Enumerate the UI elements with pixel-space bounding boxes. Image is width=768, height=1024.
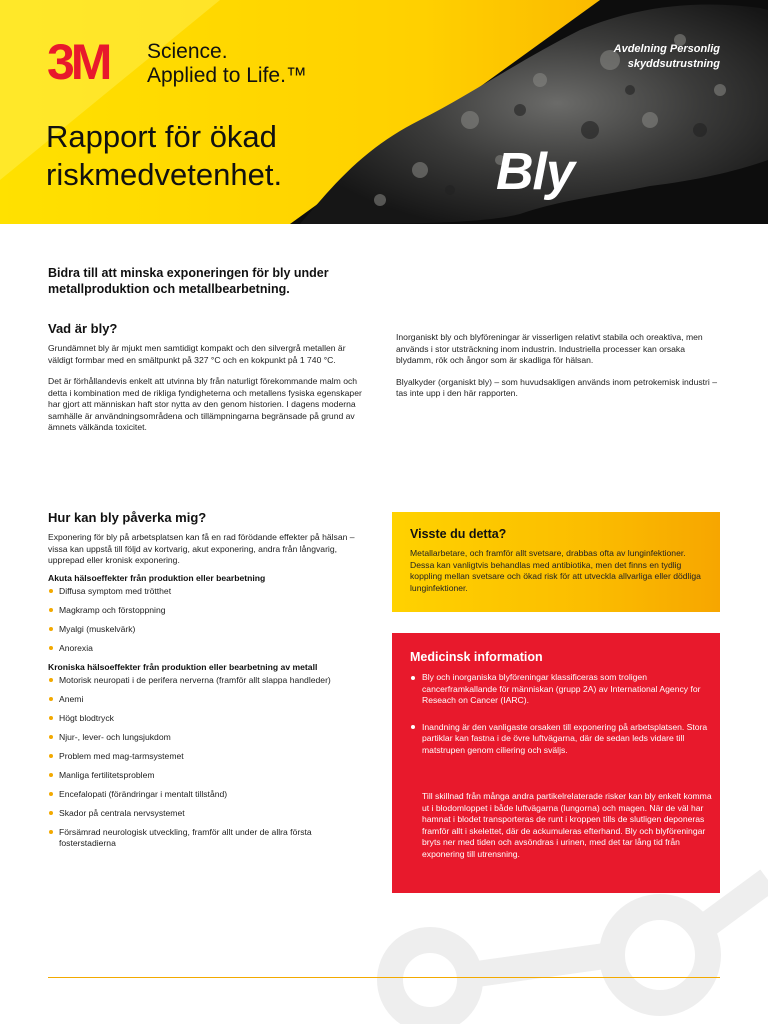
list-item: Försämrad neurologisk utveckling, framför allt under de allra första fosterstadierna — [48, 827, 370, 849]
affect-paragraph: Exponering för bly på arbetsplatsen kan få en rad förödande effekter på hälsan – vissa kan uppstå till följd av kortvarig, akut exponering, andra från långvarig, upprepad eller kronisk exponering. — [48, 532, 355, 565]
bullet-icon — [49, 735, 53, 739]
list-item: Encefalopati (förändringar i mentalt tillstånd) — [48, 789, 370, 800]
what-heading: Vad är bly? — [48, 321, 118, 336]
brand-tagline — [147, 40, 307, 88]
did-you-know-box — [392, 512, 720, 612]
bullet-icon — [411, 676, 415, 680]
what-section — [48, 321, 370, 434]
subject-title: Bly — [496, 143, 574, 201]
footer-divider — [48, 977, 720, 978]
hero-banner — [0, 0, 768, 224]
tagline-line-1: Science. — [147, 40, 228, 63]
bullet-icon — [49, 830, 53, 834]
bullet-icon — [49, 646, 53, 650]
list-item: Bly och inorganiska blyföreningar klassificeras som troligen cancerframkallande för människan (grupp 2A) av International Agency for Reseach on Cancer (IARC). — [410, 672, 710, 707]
list-item: Diffusa symptom med trötthet — [48, 586, 370, 597]
what-paragraph-3: Inorganiskt bly och blyföreningar är visserligen relativt stabila och oreaktiva, men används i stor utsträckning inom industrin. Industriella processer kan orsaka blydamm, rök och ångor som är skadliga för hälsan. — [396, 332, 703, 365]
what-paragraph-4: Blyalkyder (organiskt bly) – som huvudsakligen används inom petrokemisk industri – tas inte upp i den här rapporten. — [396, 376, 717, 398]
bullet-icon — [49, 811, 53, 815]
list-item: Anemi — [48, 694, 370, 705]
list-item: Skador på centrala nervsystemet — [48, 808, 370, 819]
brand-logo: 3M — [47, 34, 109, 90]
medical-info-paragraph: Till skillnad från många andra partikelrelaterade risker kan bly enkelt komma ut i blodomloppet i både luftvägarna (lungorna) och magen. När de väl har hamnat i blodet transporteras de runt i kroppen tills de slutligen deponeras framför allt i skelettet, där de ackumuleras efterhand. Bly och blyföreningar bryts ner med tiden och avsöndras i urinen, med det tar lång tid från exponering till utrensning. — [422, 791, 712, 859]
report-title — [46, 118, 282, 194]
what-paragraph-1: Grundämnet bly är mjukt men samtidigt kompakt och den silvergrå metallen är väldigt formbar med en smältpunkt på 327 °C och en kokpunkt på 1 740 °C. — [48, 343, 346, 365]
list-item: Manliga fertilitetsproblem — [48, 770, 370, 781]
did-you-know-text: Metallarbetare, och framför allt svetsare, drabbas ofta av lunginfektioner. Dessa kan vanligtvis behandlas med antibiotika, men det finns en tydlig koppling mellan svetsare och ökad risk för att utveckla allvarliga eller dödliga lunginfektioner. — [410, 548, 701, 593]
bullet-icon — [49, 792, 53, 796]
list-item: Högt blodtryck — [48, 713, 370, 724]
tagline-line-2: Applied to Life.™ — [147, 64, 307, 87]
bullet-icon — [49, 773, 53, 777]
chronic-effects-list — [48, 675, 370, 849]
list-item: Magkramp och förstoppning — [48, 605, 370, 616]
bullet-icon — [49, 716, 53, 720]
chronic-effects-heading: Kroniska hälsoeffekter från produktion eller bearbetning av metall — [48, 661, 318, 672]
list-item: Myalgi (muskelvärk) — [48, 624, 370, 635]
acute-effects-heading: Akuta hälsoeffekter från produktion eller bearbetning — [48, 572, 266, 583]
report-title-line-1: Rapport för ökad — [46, 119, 277, 154]
list-item: Njur-, lever- och lungsjukdom — [48, 732, 370, 743]
medical-info-box — [392, 633, 720, 893]
department-label — [540, 42, 720, 72]
list-item: Anorexia — [48, 643, 370, 654]
what-paragraph-2: Det är förhållandevis enkelt att utvinna bly från naturligt förekommande malm och detta i kombination med de rikliga fyndigheterna och metallens fysiska egenskaper har gjort att människan haft stor nytta av den genom historien. I dagens moderna samhälle är användningsområdena och tillämpningarna begränsade på grund av ämnets välkända toxicitet. — [48, 376, 362, 432]
affect-heading: Hur kan bly påverka mig? — [48, 510, 207, 525]
bullet-icon — [411, 725, 415, 729]
list-item: Motorisk neuropati i de perifera nerverna (framför allt slappa handleder) — [48, 675, 370, 686]
department-line-1: Avdelning Personlig — [613, 43, 720, 55]
acute-effects-list — [48, 586, 370, 654]
affect-section — [48, 510, 370, 857]
bullet-icon — [49, 678, 53, 682]
medical-info-heading: Medicinsk information — [410, 650, 543, 664]
bullet-icon — [49, 589, 53, 593]
list-item: Problem med mag-tarmsystemet — [48, 751, 370, 762]
list-item: Inandning är den vanligaste orsaken till exponering på arbetsplatsen. Stora partiklar kan fastna i de övre luftvägarna, där de sedan leds vidare till matstrupen genom ciliering och sväljs. — [410, 722, 710, 757]
bullet-icon — [49, 697, 53, 701]
department-line-2: skyddsutrustning — [627, 58, 720, 70]
did-you-know-heading: Visste du detta? — [410, 527, 507, 541]
bullet-icon — [49, 608, 53, 612]
what-section-right — [396, 332, 721, 400]
bullet-icon — [49, 754, 53, 758]
bullet-icon — [49, 627, 53, 631]
medical-info-list — [410, 672, 710, 771]
intro-heading: Bidra till att minska exponeringen för bly under metallproduktion och metallbearbetning. — [48, 266, 329, 296]
report-title-line-2: riskmedvetenhet. — [46, 157, 283, 192]
